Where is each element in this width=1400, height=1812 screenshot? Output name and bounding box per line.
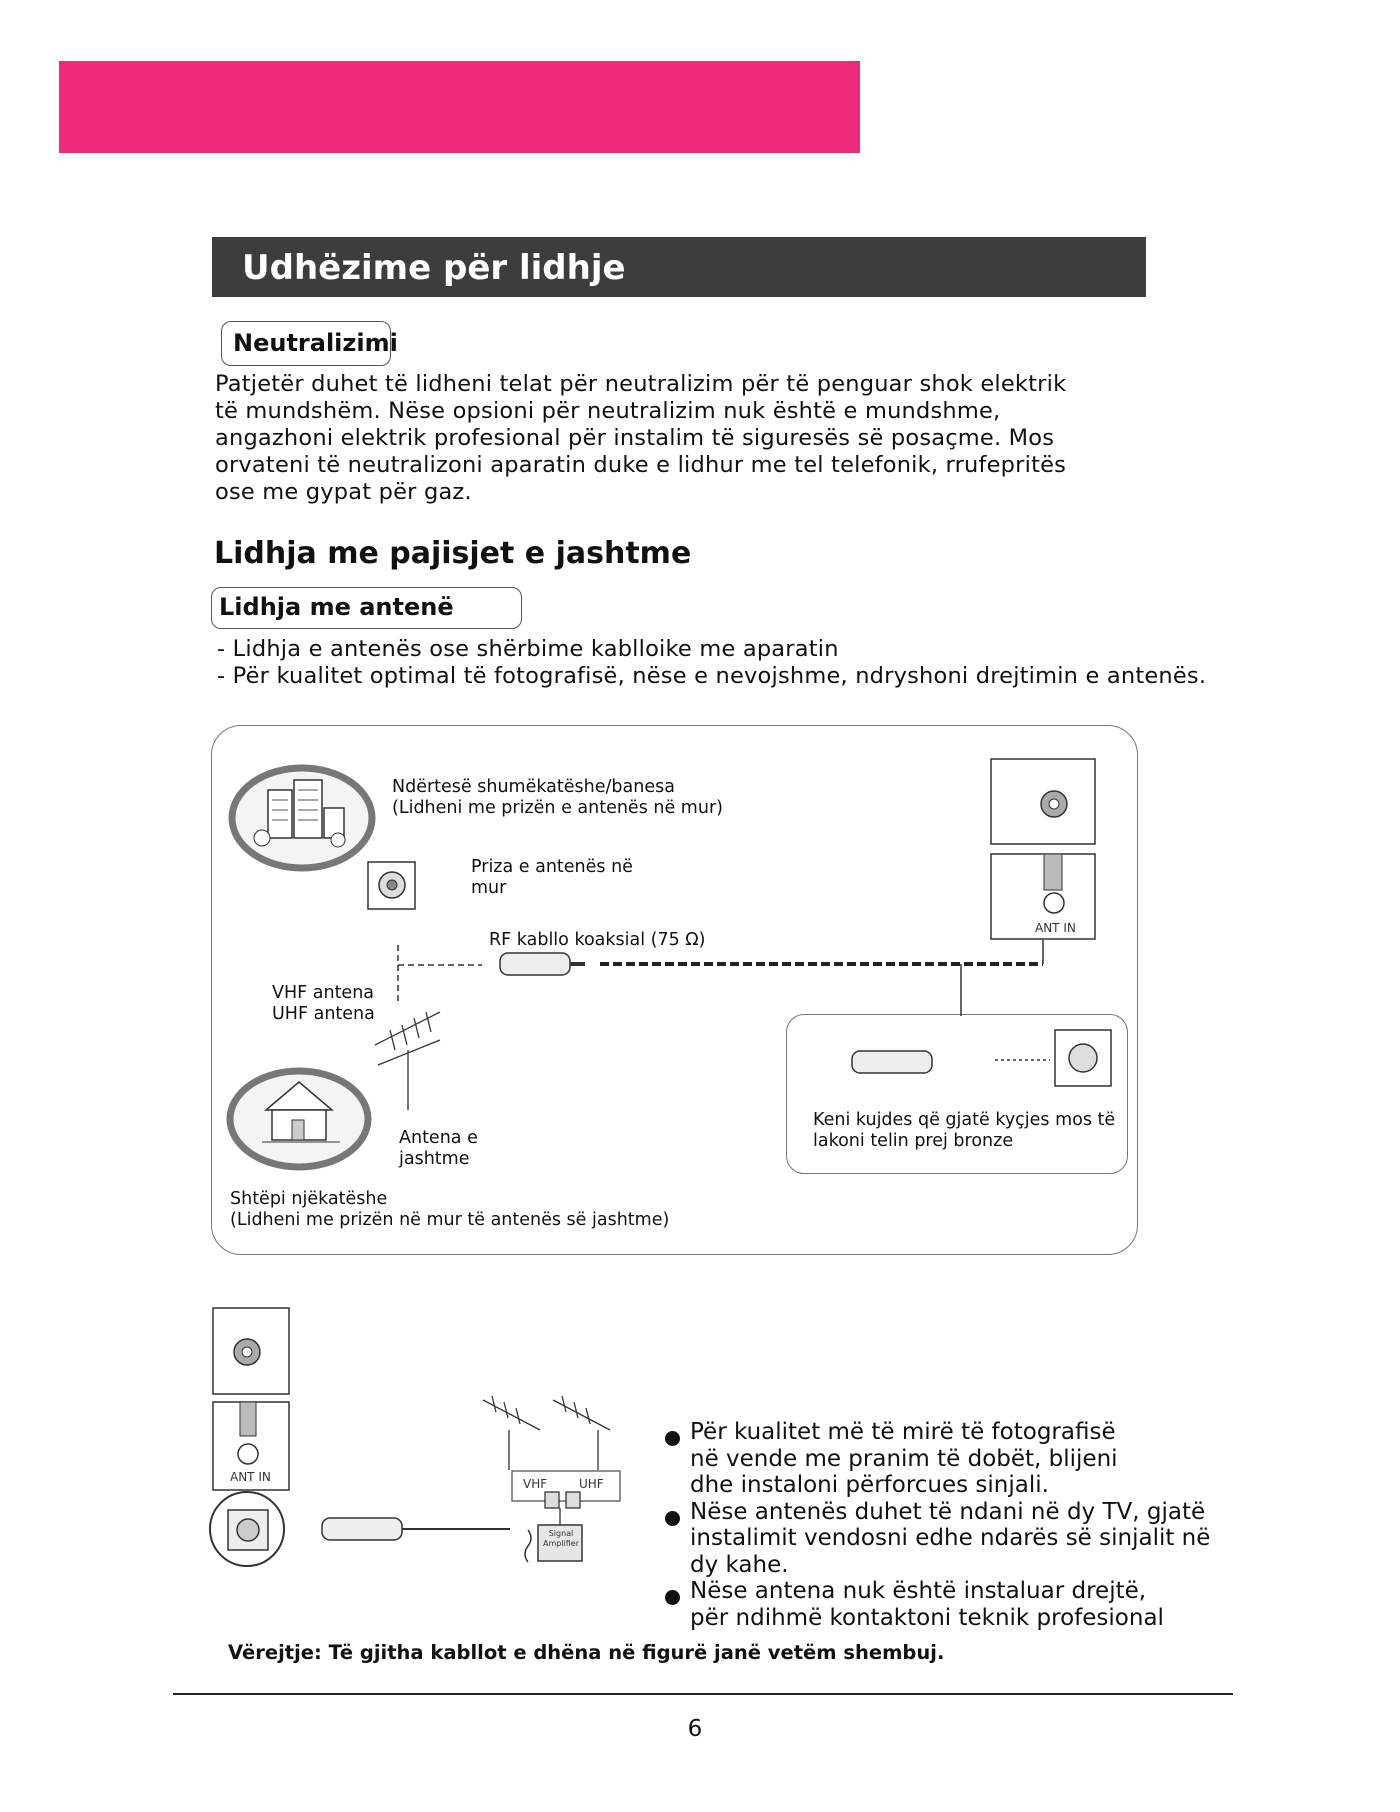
house-sublabel: (Lidheni me prizën në mur të antenës së jashtme): [230, 1210, 670, 1230]
grounding-line: të mundshëm. Nëse opsioni për neutralizim nuk është e mundshme,: [215, 398, 1001, 424]
vhf-antenna-label: VHF antena: [272, 983, 375, 1003]
connector-detail-icon: [852, 1030, 1111, 1086]
lower-ant-in-label: ANT IN: [230, 1470, 271, 1484]
wall-socket-label: Priza e antenës në: [471, 857, 633, 877]
caution-text-2: lakoni telin prej bronze: [813, 1131, 1014, 1151]
lower-socket-closeup-icon: [210, 1492, 284, 1566]
tip-item: Nëse antenës duhet të ndani në dy TV, gjatë instalimit vendosni edhe ndarës së sinjalit në dy kahe.: [665, 1499, 1210, 1579]
cables-note: Vërejtje: Të gjitha kabllot e dhëna në figurë janë vetëm shembuj.: [228, 1641, 945, 1664]
apartment-sublabel: (Lidheni me prizën e antenës në mur): [392, 798, 723, 818]
antenna-connection-title: Lidhja me antenë: [211, 587, 522, 629]
lower-vhf-label: VHF: [523, 1477, 548, 1491]
grounding-line: Patjetër duhet të lidheni telat për neutralizim për të penguar shok elektrik: [215, 371, 1067, 397]
apartment-building-icon: [232, 768, 372, 868]
grounding-line: ose me gypat për gaz.: [215, 479, 472, 505]
apartment-label: Ndërtesë shumëkatëshe/banesa: [392, 777, 675, 797]
ant-in-label: ANT IN: [1035, 921, 1076, 935]
wall-socket-label-2: mur: [471, 878, 507, 898]
tip-item: Nëse antena nuk është instaluar drejtë, për ndihmë kontaktoni teknik profesional: [665, 1578, 1210, 1631]
wall-socket-icon: [368, 862, 415, 909]
page-number: 6: [687, 1716, 703, 1742]
caution-text: Keni kujdes që gjatë kyçjes mos të: [813, 1110, 1116, 1130]
uhf-antenna-label: UHF antena: [272, 1004, 375, 1024]
footer-divider: [173, 1693, 1233, 1695]
house-label: Shtëpi njëkatëshe: [230, 1189, 388, 1209]
antenna-bullet: - Për kualitet optimal të fotografisë, nëse e nevojshme, ndryshoni drejtimin e antenës.: [217, 663, 1207, 689]
house-icon: [230, 1071, 368, 1167]
outdoor-antenna-label-2: jashtme: [399, 1149, 470, 1169]
grounding-title: Neutralizimi: [221, 321, 391, 366]
outdoor-antenna-label: Antena e: [399, 1128, 478, 1148]
section-title: Udhëzime për lidhje: [242, 248, 626, 288]
tip-item: Për kualitet më të mirë të fotografisë në vende me pranim të dobët, blijeni dhe instaloni përforcues sinjali.: [665, 1419, 1210, 1499]
bullet-icon: [665, 1590, 680, 1605]
antenna-bullet: - Lidhja e antenës ose shërbime kablloike me aparatin: [217, 636, 839, 662]
outdoor-antenna-icon: [375, 1012, 440, 1110]
lower-ant-in-panel: [213, 1308, 289, 1490]
tips-list: [665, 1419, 1210, 1631]
bullet-icon: [665, 1511, 680, 1526]
vhf-uhf-antennas-icon: [483, 1396, 620, 1525]
grounding-line: angazhoni elektrik profesional për instalim të siguresës së posaçme. Mos: [215, 425, 1055, 451]
lower-cable-icon: [322, 1518, 510, 1540]
grounding-line: orvateni të neutralizoni aparatin duke e lidhur me tel telefonik, rrufepritës: [215, 452, 1067, 478]
tv-ant-in-panel: [991, 759, 1095, 939]
external-devices-heading: Lidhja me pajisjet e jashtme: [214, 536, 692, 571]
bullet-icon: [665, 1431, 680, 1446]
lower-uhf-label: UHF: [579, 1477, 604, 1491]
rf-cable-label: RF kabllo koaksial (75 Ω): [489, 930, 706, 950]
amplifier-label: Signal Amplifier: [542, 1529, 580, 1548]
